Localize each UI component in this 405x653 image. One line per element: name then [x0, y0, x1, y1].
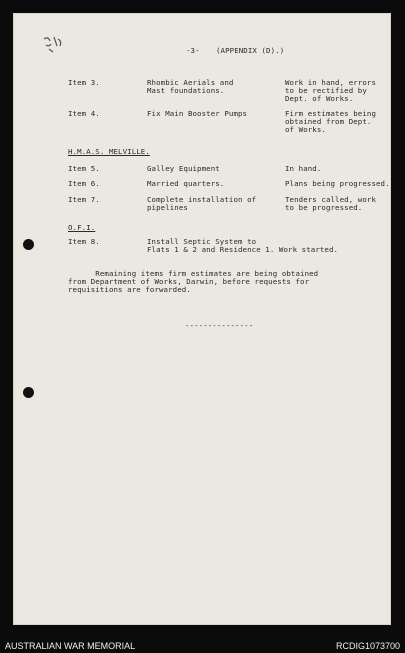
- item-description: Install Septic System to Flats 1 & 2 and Residence 1. Work started.: [147, 237, 339, 255]
- item-label: Item 4.: [68, 109, 100, 118]
- item-label: Item 3.: [68, 78, 100, 87]
- document-page: [13, 13, 391, 625]
- item-description: Married quarters.: [147, 179, 225, 188]
- page-number: -3-: [186, 46, 200, 55]
- item-description: Rhombic Aerials and Mast foundations.: [147, 78, 234, 96]
- punch-hole-top: [23, 239, 34, 250]
- item-label: Item 8.: [68, 237, 100, 246]
- item-status: Tenders called, work to be progressed.: [285, 195, 376, 213]
- divider-line: ---------------: [185, 321, 254, 330]
- item-status: Work in hand, errors to be rectified by Dept. of Works.: [285, 78, 376, 104]
- item-status: Plans being progressed.: [285, 179, 390, 188]
- item-label: Item 7.: [68, 195, 100, 204]
- closing-paragraph: Remaining items firm estimates are being obtained from Department of Works, Darwin, before requests for requisitions are forwarded.: [68, 269, 319, 295]
- appendix-heading: (APPENDIX (D).): [216, 46, 285, 55]
- archive-footer: [0, 638, 405, 653]
- item-label: Item 6.: [68, 179, 100, 188]
- section-heading-ofi: O.F.I.: [68, 223, 96, 232]
- item-description: Fix Main Booster Pumps: [147, 109, 248, 118]
- footer-archive-name: AUSTRALIAN WAR MEMORIAL: [5, 641, 136, 651]
- item-status: In hand.: [285, 164, 322, 173]
- pencil-mark: [40, 33, 70, 55]
- footer-record-id: RCDIG1073700: [335, 641, 400, 651]
- item-label: Item 5.: [68, 164, 100, 173]
- item-description: Complete installation of pipelines: [147, 195, 257, 213]
- punch-hole-bottom: [23, 387, 34, 398]
- item-description: Galley Equipment: [147, 164, 220, 173]
- section-heading-melville: H.M.A.S. MELVILLE.: [68, 147, 150, 156]
- item-status: Firm estimates being obtained from Dept. of Works.: [285, 109, 376, 135]
